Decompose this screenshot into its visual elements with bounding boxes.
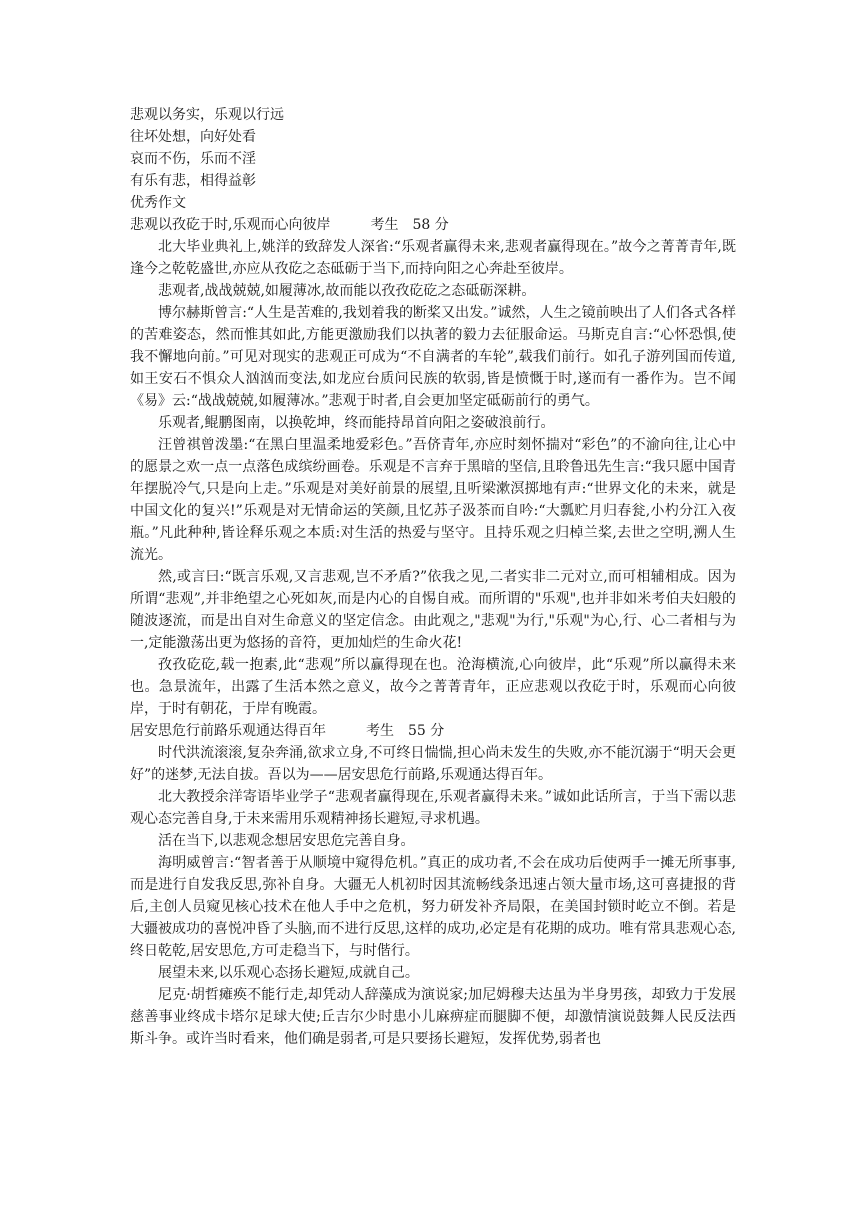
- document-body: [130, 104, 736, 1050]
- essay-title: 悲观以孜矻于时,乐观而心向彼岸: [130, 217, 331, 233]
- essay-paragraph: 北大毕业典礼上,姚洋的致辞发人深省:“乐观者赢得未来,悲观者赢得现在。”故今之菁菁青年,既逢今之乾乾盛世,亦应从孜矻之态砥砺于当下,而持向阳之心奔赴至彼岸。: [130, 239, 736, 277]
- essay-paragraph: 孜孜矻矻,载一抱素,此“悲观”所以赢得现在也。沧海横流,心向彼岸，此“乐观”所以赢得未来也。急景流年，出露了生活本然之意义，故今之菁菁青年，正应悲观以孜矻于时，乐观而心向彼岸，于时有朝花，于岸有晚霞。: [130, 657, 736, 717]
- essay-title: 居安思危行前路乐观通达得百年: [130, 723, 326, 739]
- essay-title-row: [130, 214, 736, 236]
- essay-paragraph: 尼克·胡哲瘫痪不能行走,却凭动人辞藻成为演说家;加尼姆穆夫达虽为半身男孩，却致力于发展慈善事业终成卡塔尔足球大使;丘吉尔少时患小儿麻痹症而腿脚不便，却激情演说鼓舞人民反法西斯斗争。或许当时看来，他们确是弱者,可是只要扬长避短，发挥优势,弱者也: [130, 987, 736, 1047]
- essay-paragraph: 海明威曾言:“智者善于从顺境中窥得危机。”真正的成功者,不会在成功后使两手一摊无所事事,而是进行自发我反思,弥补自身。大疆无人机初时因其流畅线条迅速占领大量市场,这可喜捷报的背后,主创人员窥见核心技术在他人手中之危机，努力研发补齐局限，在美国封锁时屹立不倒。若是大疆被成功的喜悦冲昏了头脑,而不进行反思,这样的成功,必定是有花期的成功。唯有常具悲观心态,终日乾乾,居安思危,方可走稳当下，与时偕行。: [130, 855, 736, 959]
- section-label: 优秀作文: [130, 195, 186, 211]
- essay-paragraph: 博尔赫斯曾言:“人生是苦难的,我划着我的断桨又出发。”诚然，人生之镜前映出了人们各式各样的苦难姿态，然而惟其如此,方能更激励我们以执著的毅力去征服命运。马斯克自言:“心怀恐惧,使我不懈地向前。”可见对现实的悲观正可成为“不自满者的车轮”,载我们前行。如孔子游列国而传道,如王安石不惧众人汹汹而变法,如龙应台质问民族的软弱,皆是愤慨于时,遂而有一番作为。岂不闻《易》云:“战战兢兢,如履薄冰。”悲观于时者,自会更加坚定砥砺前行的勇气。: [130, 305, 736, 409]
- essay-paragraph: 然,或言曰:“既言乐观,又言悲观,岂不矛盾?”依我之见,二者实非二元对立,而可相辅相成。因为所谓“悲观”,并非绝望之心死如灰,而是内心的自惕自戒。而所谓的"乐观",也并非如米考伯夫妇般的随波逐流，而是出自对生命意义的坚定信念。由此观之,"悲观"为行,"乐观"为心,行、心二者相与为一,定能激荡出更为悠扬的音符，更加灿烂的生命火花!: [130, 569, 736, 651]
- essay-paragraph: 汪曾祺曾泼墨:“在黑白里温柔地爱彩色。”吾侪青年,亦应时刻怀揣对“彩色”的不渝向往,让心中的愿景之欢一点一点落色成缤纷画卷。乐观是不言弃于黑暗的坚信,且聆鲁迅先生言:“我只愿中国青年摆脱冷气,只是向上走。”乐观是对美好前景的展望,且听梁漱溟掷地有声:“世界文化的未来，就是中国文化的复兴!”乐观是对无情命运的笑颜,且忆苏子汲茶而自吟:“大瓢贮月归春瓮,小杓分江入夜瓶。”凡此种种,皆诠释乐观之本质:对生活的热爱与坚守。且持乐观之归棹兰桨,去世之空明,溯人生流光。: [130, 437, 736, 563]
- heading-line: 悲观以务实，乐观以行远: [130, 107, 284, 123]
- essay-paragraph: 时代洪流滚滚,复杂奔涌,欲求立身,不可终日惴惴,担心尚未发生的失败,亦不能沉溺于“明天会更好”的迷梦,无法自拔。吾以为——居安思危行前路,乐观通达得百年。: [130, 745, 736, 783]
- heading-line: 哀而不伤，乐而不淫: [130, 151, 256, 167]
- essay-score: 考生 58 分: [370, 217, 449, 233]
- essay-paragraph: 活在当下,以悲观念想居安思危完善自身。: [158, 833, 415, 849]
- essay-title-row: [130, 720, 736, 742]
- heading-line: 往坏处想，向好处看: [130, 129, 256, 145]
- essay-score: 考生 55 分: [366, 723, 445, 739]
- essay-paragraph: 展望未来,以乐观心态扬长避短,成就自己。: [158, 965, 419, 981]
- essay-paragraph: 悲观者,战战兢兢,如履薄冰,故而能以孜孜矻矻之态砥砺深耕。: [158, 283, 536, 299]
- heading-line: 有乐有悲，相得益彰: [130, 173, 256, 189]
- essay-paragraph: 北大教授余洋寄语毕业学子“悲观者赢得现在,乐观者赢得未来。”诚如此话所言，于当下需以悲观心态完善自身,于未来需用乐观精神扬长避短,寻求机遇。: [130, 789, 736, 827]
- essay-paragraph: 乐观者,鲲鹏图南，以换乾坤，终而能持昂首向阳之姿破浪前行。: [158, 415, 555, 431]
